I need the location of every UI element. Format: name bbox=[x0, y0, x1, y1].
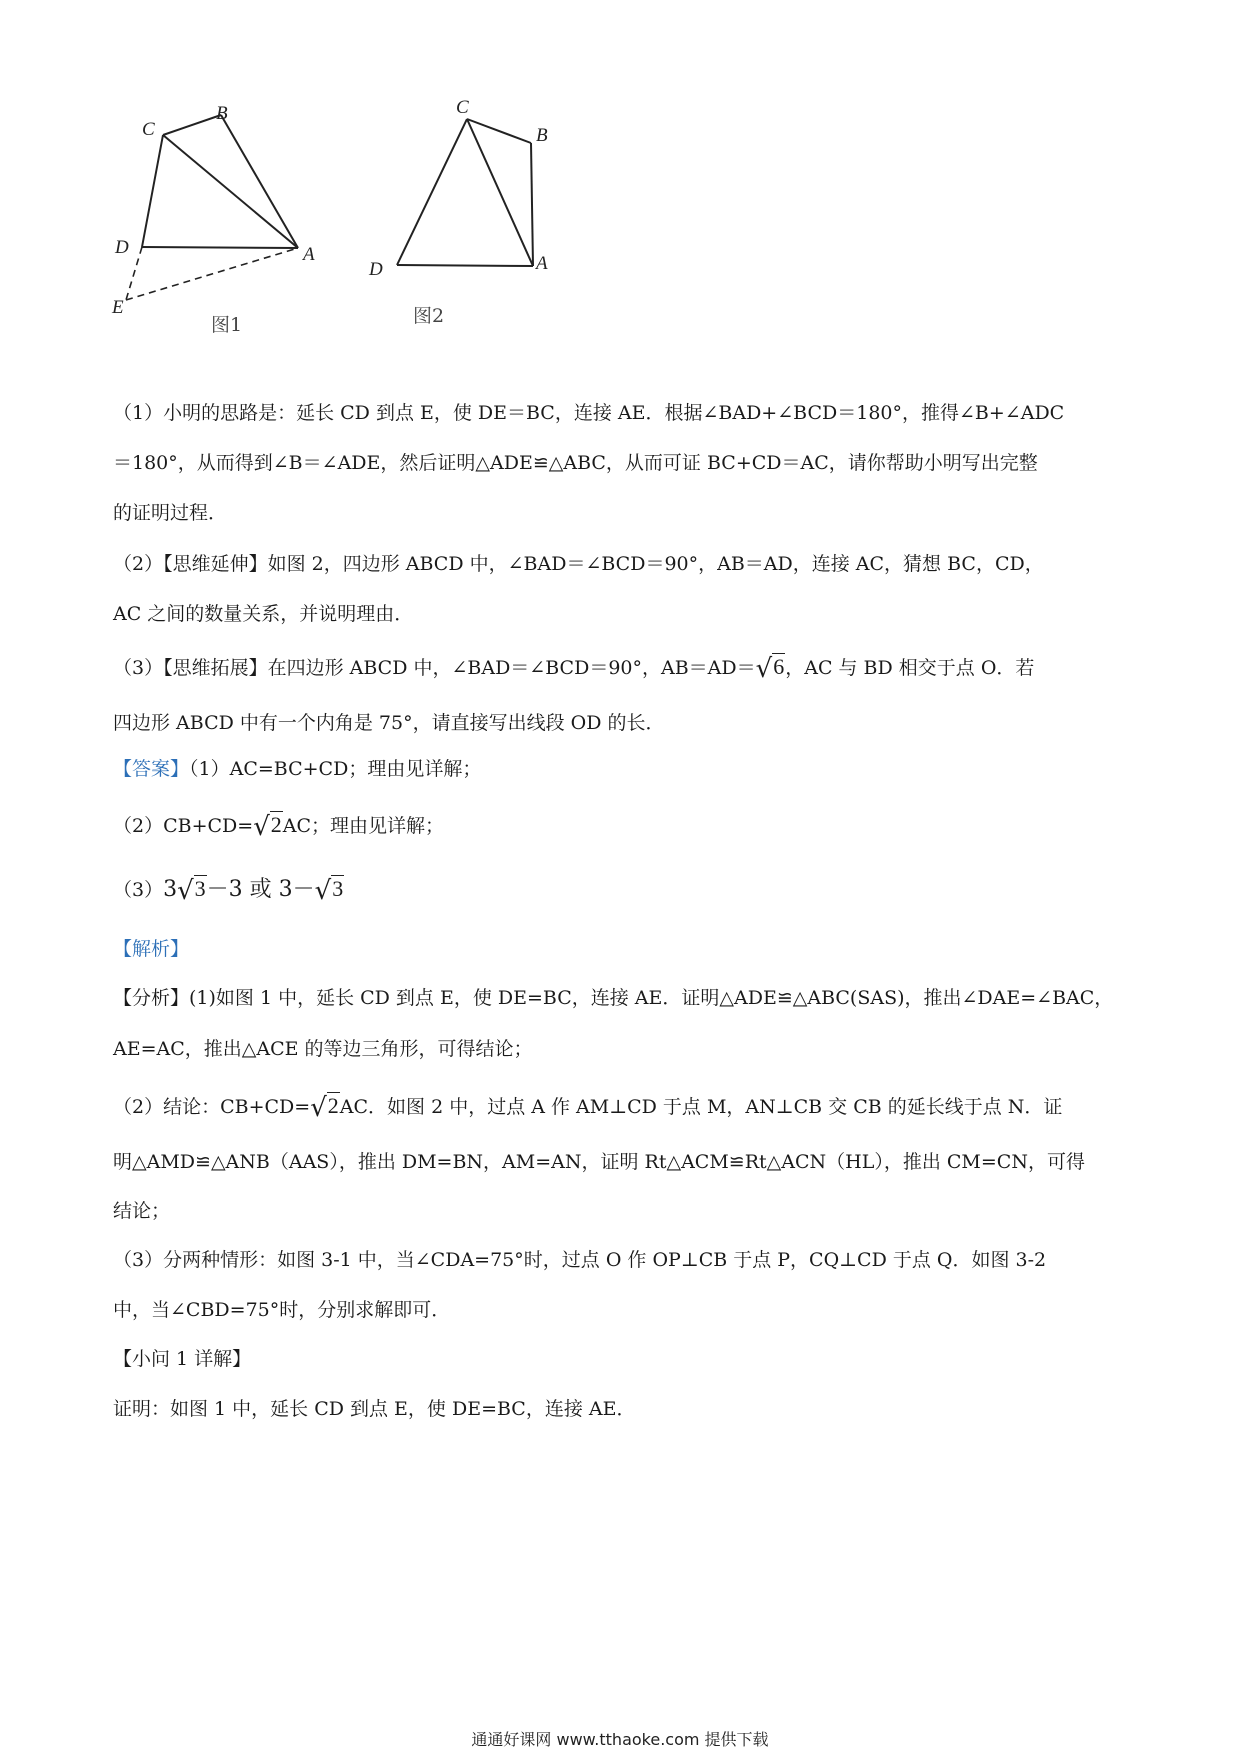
analysis-part-3-line-2: 中，当∠CBD=75°时，分别求解即可． bbox=[113, 1299, 451, 1321]
analysis-part-2-line-3: 结论； bbox=[113, 1200, 171, 1222]
sub-question-1-tag: 【小问 1 详解】 bbox=[113, 1348, 252, 1370]
analysis-part-3-line-1: （3）分两种情形：如图 3-1 中，当∠CDA=75°时，过点 O 作 OP⊥CB 于点 P，CQ⊥CD 于点 Q．如图 3-2 bbox=[113, 1249, 1047, 1271]
point-label-a: A bbox=[303, 244, 315, 265]
question-3-text-after: ，AC 与 BD 相交于点 O．若 bbox=[785, 657, 1035, 679]
segment-da bbox=[142, 247, 298, 248]
point-label-e: E bbox=[112, 297, 124, 318]
point-label-d: D bbox=[369, 259, 383, 280]
answer-1: （1）AC=BC+CD；理由见详解； bbox=[189, 758, 482, 780]
analysis-part-1-line-2: AE=AC，推出△ACE 的等边三角形，可得结论； bbox=[113, 1038, 533, 1060]
sqrt-6: √6 bbox=[755, 654, 785, 684]
answer-line-1 bbox=[113, 756, 481, 782]
question-1-line-1: （1）小明的思路是：延长 CD 到点 E，使 DE＝BC，连接 AE．根据∠BAD+∠BCD＝180°，推得∠B+∠ADC bbox=[113, 402, 1065, 424]
segment-ca bbox=[163, 135, 298, 248]
question-3-line-2: 四边形 ABCD 中有一个内角是 75°，请直接写出线段 OD 的长． bbox=[113, 712, 665, 734]
answer-3-prefix: （3） bbox=[113, 879, 164, 901]
question-2-line-1: （2）【思维延伸】如图 2，四边形 ABCD 中，∠BAD＝∠BCD＝90°，AB＝AD，连接 AC，猜想 BC，CD， bbox=[113, 553, 1044, 575]
segment-ba bbox=[531, 143, 533, 266]
proof-line: 证明：如图 1 中，延长 CD 到点 E，使 DE=BC，连接 AE． bbox=[113, 1398, 636, 1420]
answer-line-3 bbox=[113, 876, 344, 904]
sqrt-3-first: √3 bbox=[177, 876, 206, 906]
sqrt-2: √2 bbox=[253, 812, 282, 842]
sqrt-2-analysis: √2 bbox=[310, 1093, 339, 1123]
segment-ea-dashed bbox=[126, 248, 298, 300]
point-label-a: A bbox=[536, 253, 548, 274]
figure-2-caption: 图2 bbox=[413, 305, 445, 327]
page-footer: 通通好课网 www.tthaoke.com 提供下载 bbox=[471, 1730, 769, 1749]
point-label-b: B bbox=[536, 125, 548, 146]
figure-1-caption: 图1 bbox=[211, 314, 243, 336]
analysis-part-1-line-1: 【分析】(1)如图 1 中，延长 CD 到点 E，使 DE=BC，连接 AE．证明△ADE≌△ABC(SAS)，推出∠DAE=∠BAC， bbox=[113, 987, 1114, 1009]
answer-2-before: （2）CB+CD= bbox=[113, 815, 254, 837]
segment-ba bbox=[221, 115, 298, 248]
segment-cb bbox=[163, 115, 221, 135]
point-label-c: C bbox=[142, 119, 155, 140]
answer-2-after: AC；理由见详解； bbox=[282, 815, 445, 837]
answer-3-middle: －3 或 3－ bbox=[206, 877, 315, 902]
question-1-line-2: ＝180°，从而得到∠B＝∠ADE，然后证明△ADE≌△ABC，从而可证 BC+CD＝AC，请你帮助小明写出完整 bbox=[113, 452, 1038, 474]
analysis-part-2-line-2: 明△AMD≌△ANB（AAS），推出 DM=BN，AM=AN，证明 Rt△ACM≌Rt△ACN（HL），推出 CM=CN，可得 bbox=[113, 1151, 1085, 1173]
figure-2 bbox=[355, 95, 575, 365]
segment-cd bbox=[397, 119, 467, 265]
analysis-tag: 【解析】 bbox=[113, 938, 190, 960]
question-3-text-before: （3）【思维拓展】在四边形 ABCD 中，∠BAD＝∠BCD＝90°，AB＝AD＝ bbox=[113, 657, 756, 679]
point-label-d: D bbox=[115, 237, 129, 258]
segment-cd bbox=[142, 135, 163, 247]
answer-tag: 【答案】 bbox=[113, 758, 190, 780]
analysis-part-2-line-1 bbox=[113, 1093, 1062, 1121]
figure-1 bbox=[100, 95, 330, 380]
point-label-c: C bbox=[456, 97, 469, 118]
answer-3-coefficient: 3 bbox=[163, 877, 178, 902]
question-2-line-2: AC 之间的数量关系，并说明理由． bbox=[113, 603, 414, 625]
analysis-part-2-before: （2）结论：CB+CD= bbox=[113, 1096, 311, 1118]
answer-line-2 bbox=[113, 812, 444, 840]
analysis-part-2-after: AC．如图 2 中，过点 A 作 AM⊥CD 于点 M，AN⊥CB 交 CB 的延长线于点 N．证 bbox=[339, 1096, 1063, 1118]
point-label-b: B bbox=[216, 103, 228, 124]
question-1-line-3: 的证明过程． bbox=[113, 502, 228, 524]
sqrt-3-second: √3 bbox=[314, 876, 344, 906]
segment-da bbox=[397, 265, 533, 266]
question-3-line-1 bbox=[113, 654, 1034, 682]
